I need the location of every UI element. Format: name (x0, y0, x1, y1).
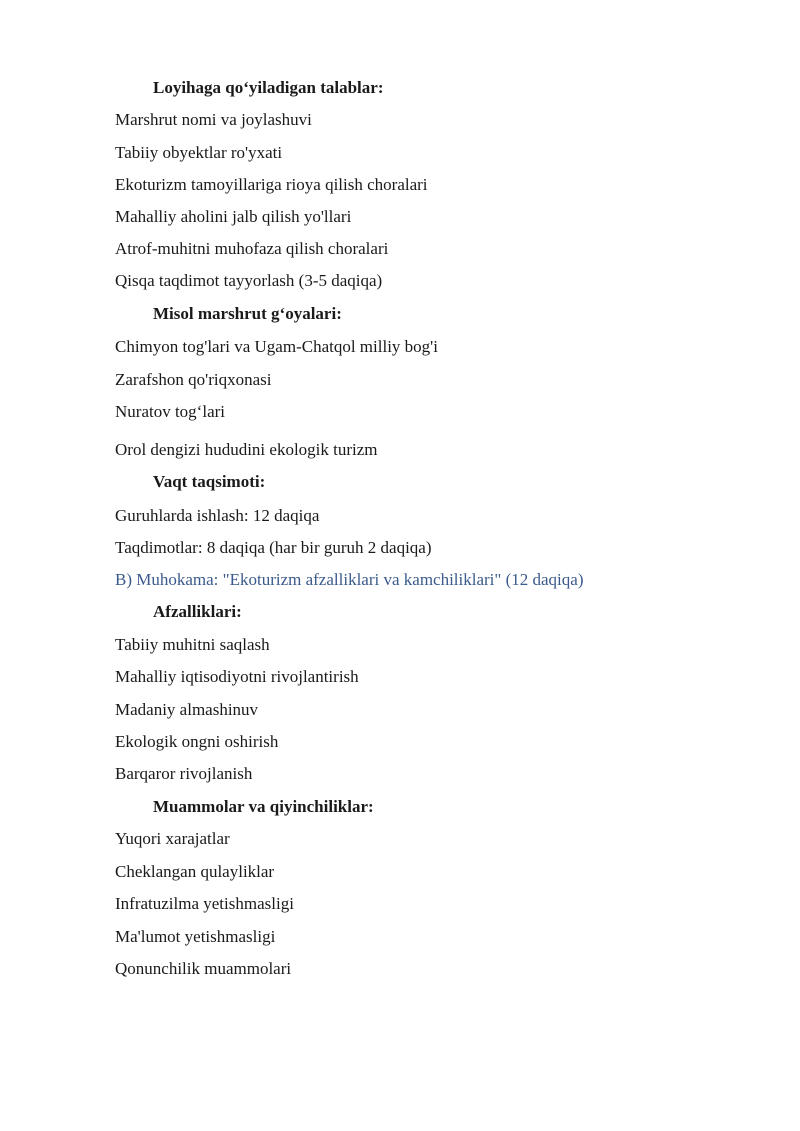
list-item: Ekoturizm tamoyillariga rioya qilish choralari (115, 175, 428, 194)
list-item: Tabiiy muhitni saqlash (115, 635, 270, 654)
list-item: Infratuzilma yetishmasligi (115, 894, 294, 913)
list-item: Chimyon tog'lari va Ugam-Chatqol milliy bog'i (115, 337, 438, 356)
list-item: Madaniy almashinuv (115, 700, 259, 719)
section-heading-problems: Muammolar va qiyinchiliklar: (153, 797, 374, 816)
list-item: Ekologik ongni oshirish (115, 732, 279, 751)
list-item: Mahalliy iqtisodiyotni rivojlantirish (115, 667, 359, 686)
section-heading-route-ideas: Misol marshrut g‘oyalari: (153, 304, 342, 323)
list-item: Nuratov tog‘lari (115, 402, 225, 421)
list-item: Mahalliy aholini jalb qilish yo'llari (115, 207, 352, 226)
list-item: Atrof-muhitni muhofaza qilish choralari (115, 239, 389, 258)
list-item: Qonunchilik muammolari (115, 959, 292, 978)
list-item: Qisqa taqdimot tayyorlash (3-5 daqiqa) (115, 271, 383, 290)
list-item: Tabiiy obyektlar ro'yxati (115, 143, 283, 162)
section-heading-advantages: Afzalliklari: (153, 602, 242, 621)
list-item: Cheklangan qulayliklar (115, 862, 275, 881)
list-item: Orol dengizi hududini ekologik turizm (115, 440, 378, 459)
list-item: Zarafshon qo'riqxonasi (115, 370, 272, 389)
list-item: Yuqori xarajatlar (115, 829, 230, 848)
section-heading-time: Vaqt taqsimoti: (153, 472, 266, 491)
list-item: Barqaror rivojlanish (115, 764, 253, 783)
list-item: Ma'lumot yetishmasligi (115, 927, 276, 946)
discussion-line: B) Muhokama: "Ekoturizm afzalliklari va kamchiliklari" (12 daqiqa) (115, 570, 584, 589)
list-item: Taqdimotlar: 8 daqiqa (har bir guruh 2 daqiqa) (115, 538, 432, 557)
list-item: Guruhlarda ishlash: 12 daqiqa (115, 506, 320, 525)
list-item: Marshrut nomi va joylashuvi (115, 110, 312, 129)
section-heading-requirements: Loyihaga qo‘yiladigan talablar: (153, 78, 384, 97)
